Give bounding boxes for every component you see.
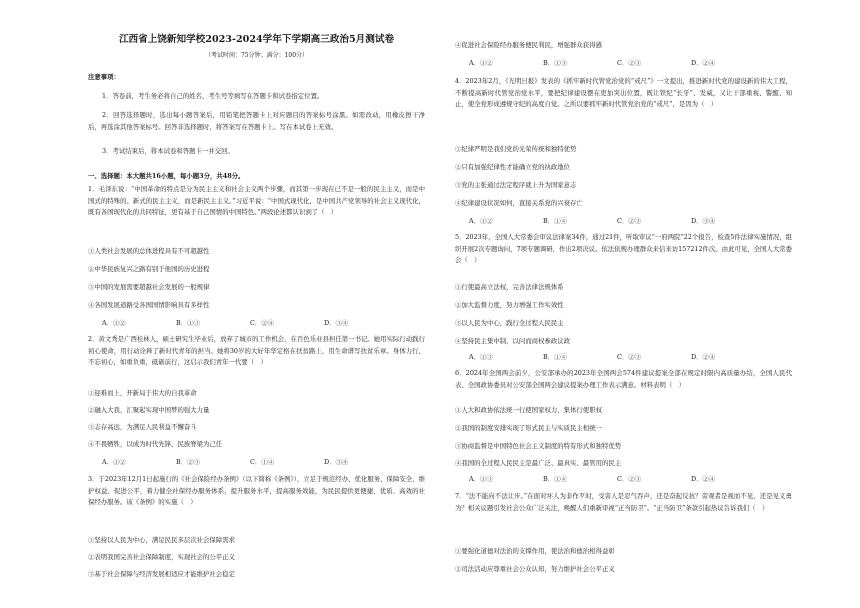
q6-choice-b[interactable]: B．①④ bbox=[543, 475, 567, 483]
q5-choice-d[interactable]: D．②④ bbox=[691, 353, 716, 361]
q1-choice-d[interactable]: D．③④ bbox=[324, 319, 349, 327]
q3-stem: 3．于2023年12月1日起施行的《社会保险经办条例》（以下简称《条例》），立足于规范经办、优化服务、保障安全、维护权益、促进公平，着力健全社保经办服务体系，提升服务水平，提高服务效能，为民民提供更便捷、优质、高效的社保经办服务。该《条例》的实施（ ） bbox=[88, 475, 425, 507]
q2-stem: 2．黄文秀是广西桂林人，硕士研究生毕业后，放弃了城市的工作机会，在百色乐业县担任第一书记。她用实际行动践行初心使命，用行动诠释了新时代青年的担当。她将30岁的大好年华定格在扶贫路上，用生命谱写扶贫乐章。身体力行，不忘初心，如重负重，砥砺前行，这启示我们青年一代要（ ） bbox=[88, 335, 425, 367]
q3-option-4: ④促进社会保险经办服务便民利民，增强群众获得感 bbox=[455, 41, 602, 49]
q2-option-3: ③志存高远，为满足人民利益不懈奋斗 bbox=[88, 423, 197, 431]
q5-option-3: ③以人民为中心，践行全过程人民民主 bbox=[455, 319, 564, 327]
q6-option-3: ③协商监督是中国特色社会主义制度的特有形式和独特优势 bbox=[455, 442, 622, 450]
q4-choice-c[interactable]: C．②③ bbox=[617, 217, 642, 225]
q2-choice-c[interactable]: C．①④ bbox=[250, 458, 275, 466]
q4-choice-a[interactable]: A．①② bbox=[469, 217, 493, 225]
note-3: 3．考试结束后，将本试卷和答题卡一并交回。 bbox=[102, 147, 234, 155]
section-heading: 一、选择题：本大题共16小题，每小题3分，共48分。 bbox=[88, 172, 245, 180]
q2-option-4: ④不畏牺牲，以成为时代先锋、民族脊梁为己任 bbox=[88, 440, 223, 448]
q2-choice-b[interactable]: B．②③ bbox=[176, 458, 200, 466]
q6-choice-d[interactable]: D．②④ bbox=[691, 475, 716, 483]
q5-option-4: ④坚持民主集中制，以问而商权参政议政 bbox=[455, 337, 571, 345]
exam-info: （考试时间：75分钟；满分：100分） bbox=[204, 52, 309, 59]
q4-option-4: ④纪律建设状况如何，直接关系党的兴衰存亡 bbox=[455, 199, 583, 207]
q3-option-1: ①坚持以人民为中心，满足民民多层次社会保障需求 bbox=[88, 536, 235, 544]
q3-option-2: ②表明我国完善社会保障制度，实现社会的公平正义 bbox=[88, 553, 235, 561]
q1-choice-a[interactable]: A．①② bbox=[102, 319, 126, 327]
q3-option-3: ③基于社会保障与经济发展相适应才能维护社会稳定 bbox=[88, 570, 235, 578]
q2-option-1: ①迎难而上，开新局于伟大的自我革命 bbox=[88, 389, 197, 397]
q3-choice-c[interactable]: C．②③ bbox=[617, 59, 642, 67]
q5-option-1: ①行使最高立法权，完善法律法规体系 bbox=[455, 283, 564, 291]
q7-option-2: ②司法活动应尊重社会公众认知，努力维护社会公平正义 bbox=[455, 565, 615, 573]
q4-option-1: ①纪律严明是我们党的光荣传统和独特优势 bbox=[455, 145, 577, 153]
exam-title: 江西省上饶新知学校2023-2024学年下学期高三政治5月测试卷 bbox=[118, 34, 395, 45]
q5-choice-c[interactable]: C．②③ bbox=[617, 353, 642, 361]
q5-option-2: ②加大监督力度，努力增强工作实效性 bbox=[455, 301, 564, 309]
q4-stem: 4．2023年2月，《光明日报》发表的《抓牢新时代管党治党的“戒尺”》一文提出，推进新时代党的建设新的伟大工程，不断提高新时代管党治党水平，要把纪律建设摆在更加突出位置，既让铁纪“长牙”、发威，又让干部重视、警醒、知止，使全党形成遵规守纪的高度自觉。之所以要抓牢新时代管党治党的“戒尺”，是因为（ ） bbox=[455, 77, 792, 109]
q6-stem: 6．2024年全国两会前夕，公安部承办的2023年全国两会574件建议提案全部在规定时限内高质量办结，全国人民代表、全国政协委员对公安部全国两会建议提案办理工作表示满意。材料表明（ ） bbox=[455, 369, 792, 389]
q1-stem: 1．毛泽东说：“中国革命的特点是分为民主主义和社会主义两个步骤，而其第一步现在已不是一般的民主主义，而是中国式的特殊的、新式的民主主义，而是新民主主义。”习近平说：“中国式现代化，是中国共产党领导的社会主义现代化，既有各国现代化的共同特征，更有基于自己国情的中国特色。”两段论述都认识到了（ ） bbox=[88, 185, 425, 217]
q3-choice-a[interactable]: A．①② bbox=[469, 59, 493, 67]
q3-choice-b[interactable]: B．①③ bbox=[543, 59, 567, 67]
q1-choice-b[interactable]: B．①③ bbox=[176, 319, 200, 327]
q1-choice-c[interactable]: C．②④ bbox=[250, 319, 275, 327]
q2-option-2: ②融入大我，汇聚起实现中国梦的强大力量 bbox=[88, 406, 210, 414]
q1-option-4: ④各国发展道路受各国国情影响具有多样性 bbox=[88, 301, 210, 309]
q4-choice-d[interactable]: D．③④ bbox=[691, 217, 716, 225]
note-2: 2．回答选择题时，选出每小题答案后，用铅笔把答题卡上对应题目的答案标号涂黑。如需改动，用橡皮擦干净后，再选涂其他答案标号。回答非选择题时，将答案写在答题卡上。写在本试卷上无效。 bbox=[88, 111, 425, 131]
q6-option-2: ②我国的制度安排实现了形式民主与实质民主相统一 bbox=[455, 424, 602, 432]
q4-choice-b[interactable]: B．①④ bbox=[543, 217, 567, 225]
q4-option-2: ②只有加强纪律性才能确立党的执政地位 bbox=[455, 163, 571, 171]
q5-stem: 5．2023年，全国人大常委会审议法律案34件，通过21件，听取审议“一府两院”22个报告，检查5件法律实施情况，组织开展2次专题询问，7项专题调研，作出2项决议。依法依规办理群众来信来访157212件次。由此可见，全国人大常委会（ ） bbox=[455, 233, 792, 265]
q4-option-3: ③党的主张通过法定程序就上升为国家意志 bbox=[455, 181, 577, 189]
q7-option-1: ①要强化道德对法治的支撑作用，使法治和德治相得益彰 bbox=[455, 547, 615, 555]
q6-option-1: ①人大和政协依法统一行使国家权力，集体行使职权 bbox=[455, 406, 602, 414]
q2-choice-a[interactable]: A．①② bbox=[102, 458, 126, 466]
q5-choice-a[interactable]: A．①③ bbox=[469, 353, 493, 361]
q1-option-3: ③中国的发展需要超越社会发展的一般规律 bbox=[88, 283, 210, 291]
q2-choice-d[interactable]: D．③④ bbox=[324, 458, 349, 466]
q7-stem: 7．“法不能向不法让步。”在面对坏人为非作歹时，受害人是忍气吞声，还是奋起反抗？旁观者是视而不见，还是见义勇为？相关议题引发社会公众广泛关注，唤醒人们重新审视“正当防卫”。“正当防卫”条款引起热议告诉我们（ ） bbox=[455, 492, 792, 512]
q1-option-1: ①人类社会发展的总体进程具有不可超越性 bbox=[88, 247, 210, 255]
note-1: 1．答卷前，考生务必将自己的姓名、考生号等填写在答题卡和试卷指定位置。 bbox=[102, 92, 324, 100]
q6-choice-c[interactable]: C．②③ bbox=[617, 475, 642, 483]
notes-heading: 注意事项： bbox=[88, 73, 120, 81]
q6-choice-a[interactable]: A．①③ bbox=[469, 475, 493, 483]
q5-choice-b[interactable]: B．①④ bbox=[543, 353, 567, 361]
q1-option-2: ②中华民族复兴之路有别于他国的历史进程 bbox=[88, 265, 210, 273]
q6-option-4: ④我国的全过程人民民主是最广泛、最真实、最管用的民主 bbox=[455, 459, 622, 467]
q3-choice-d[interactable]: D．②④ bbox=[691, 59, 716, 67]
